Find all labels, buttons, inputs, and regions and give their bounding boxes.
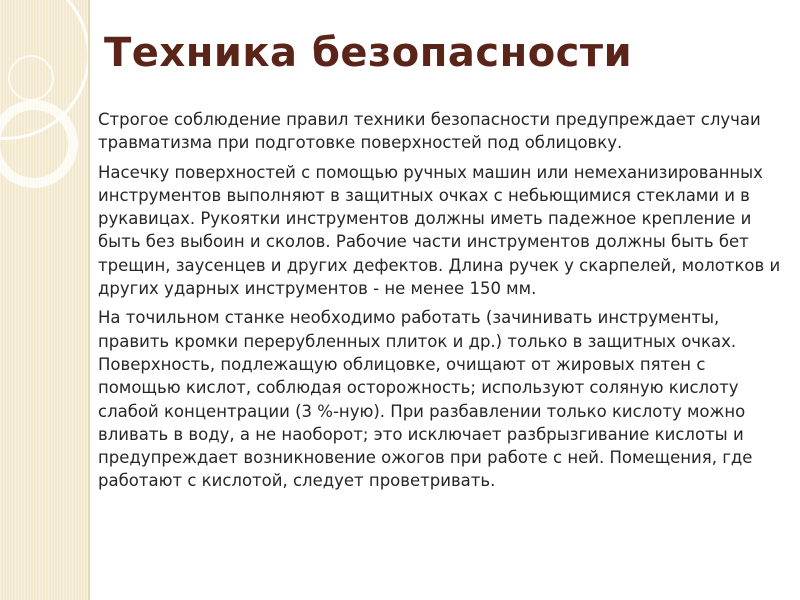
decorative-ring: [0, 100, 78, 188]
decorative-circle-small: [8, 55, 54, 101]
paragraph-acid-handling: На точильном станке необходимо работать (зачинивать инструменты, править кромки перерубленных плиток и др.) только в защитных очках. Поверхность, подлежащую облицовке, очищают от жировых пятен с помощью кислот, соблюдая осторожность; используют соляную кислоту слабой концентрации (3 %-ную). При разбавлении только кислоту можно вливать в воду, а не наоборот; это исключает разбрызгивание кислоты и предупреждает возникновение ожогов при работе с ней. Помещения, где работают с кислотой, следует проветривать.: [98, 308, 753, 491]
slide-title: Техника безопасности: [104, 30, 633, 76]
slide-body: [98, 108, 792, 499]
decorative-side-panel: [0, 0, 90, 600]
paragraph-intro: Строгое соблюдение правил техники безопасности предупреждает случаи травматизма при подготовке поверхностей под облицовку.: [98, 110, 761, 153]
paragraph-surface-notching: Насечку поверхностей с помощью ручных машин или немеханизированных инструментов выполняют в защитных очках с небьющимися стеклами и в рукавицах. Рукоятки инструментов должны иметь падежное крепление и быть без выбоин и сколов. Рабочие части инструментов должны быть бет трещин, заусенцев и других дефектов. Длина ручек у скарпелей, молотков и других ударных инструментов - не менее 150 мм.: [98, 162, 781, 299]
